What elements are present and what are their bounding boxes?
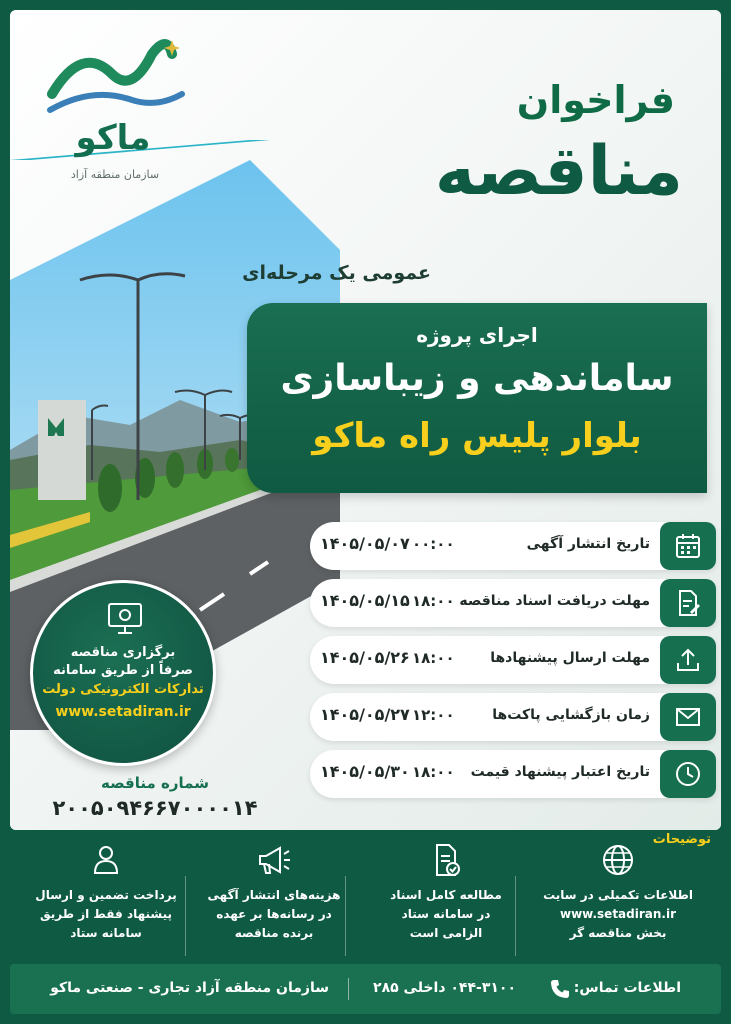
schedule-list [310,522,716,807]
schedule-time: ۱۸:۰۰ [412,592,455,610]
note-line[interactable]: www.setadiran.ir [559,907,676,921]
note-line: بخش مناقصه گر [569,926,667,940]
headline-type: عمومی یک مرحله‌ای [242,262,431,284]
note-line: الزامی است [409,926,483,940]
tender-number: ۲۰۰۵۰۹۴۶۶۷۰۰۰۰۱۴ [52,796,258,820]
schedule-label: مهلت دریافت اسناد مناقصه [459,593,650,609]
contact-phone[interactable]: ۰۴۴-۳۱۰۰ داخلی ۲۸۵ [373,980,516,996]
note-line: پرداخت تضمین و ارسال [35,888,177,902]
schedule-row [310,750,716,798]
schedule-row [310,636,716,684]
project-name: ساماندهی و زیباسازی [280,358,674,399]
footer-divider [348,978,349,1000]
headline-call: فراخوان [516,78,675,122]
schedule-time: ۰۰:۰۰ [412,535,455,553]
headline-tender: مناقصه [434,132,683,211]
tender-number-label: شماره مناقصه [101,774,209,792]
calendar-icon [660,522,716,570]
note-line: در رسانه‌ها بر عهده [216,907,332,921]
schedule-label: زمان بازگشایی پاکت‌ها [492,707,650,723]
schedule-time: ۱۸:۰۰ [412,649,455,667]
note-item [533,838,703,968]
document-check-icon [361,842,531,878]
setad-badge [30,580,216,766]
schedule-label: تاریخ انتشار آگهی [526,536,650,552]
monitor-icon [106,601,144,641]
schedule-date: ۱۴۰۵/۰۵/۰۷ [320,534,410,553]
schedule-time: ۱۲:۰۰ [412,706,455,724]
logo-subtitle: سازمان منطقه آزاد [70,168,160,181]
mako-logo [42,34,192,184]
schedule-label: تاریخ اعتبار پیشنهاد قیمت [470,764,650,780]
note-line: اطلاعات تکمیلی در سایت [543,888,693,902]
envelope-icon [660,693,716,741]
badge-url[interactable]: www.setadiran.ir [55,704,191,720]
note-line: مطالعه کامل اسناد [390,888,502,902]
upload-icon [660,636,716,684]
schedule-row [310,522,716,570]
schedule-date: ۱۴۰۵/۰۵/۳۰ [320,762,410,781]
badge-line-3: تدارکات الکترونیکی دولت [42,682,204,697]
project-intro: اجرای پروژه [416,323,538,347]
badge-line-1: برگزاری مناقصه [70,645,176,660]
badge-line-2: صرفاً از طریق سامانه [53,663,193,678]
megaphone-icon [189,842,359,878]
note-line: پیشنهاد فقط از طریق [39,907,173,921]
schedule-label: مهلت ارسال پیشنهادها [490,650,650,666]
organization-name: سازمان منطقه آزاد تجاری - صنعتی ماکو [50,980,329,996]
globe-icon [533,842,703,878]
note-line: هزینه‌های انتشار آگهی [207,888,341,902]
schedule-date: ۱۴۰۵/۰۵/۲۷ [320,705,410,724]
note-line: برنده مناقصه [234,926,314,940]
schedule-date: ۱۴۰۵/۰۵/۱۵ [320,591,410,610]
schedule-date: ۱۴۰۵/۰۵/۲۶ [320,648,410,667]
note-line: سامانه ستاد [70,926,142,940]
note-item [21,838,191,968]
contact-footer [10,964,721,1014]
schedule-time: ۱۸:۰۰ [412,763,455,781]
phone-icon [549,978,571,1004]
schedule-row [310,579,716,627]
document-edit-icon [660,579,716,627]
project-title-box [247,303,707,493]
logo-wordmark: ماکو [75,118,151,158]
contact-label: اطلاعات تماس: [573,980,681,996]
note-item [189,838,359,968]
users-icon [21,842,191,878]
schedule-row [310,693,716,741]
note-line: در سامانه ستاد [401,907,491,921]
notes-title: توضیحات [652,832,711,847]
project-location: بلوار پلیس راه ماکو [312,416,642,456]
note-item [361,838,531,968]
clock-icon [660,750,716,798]
